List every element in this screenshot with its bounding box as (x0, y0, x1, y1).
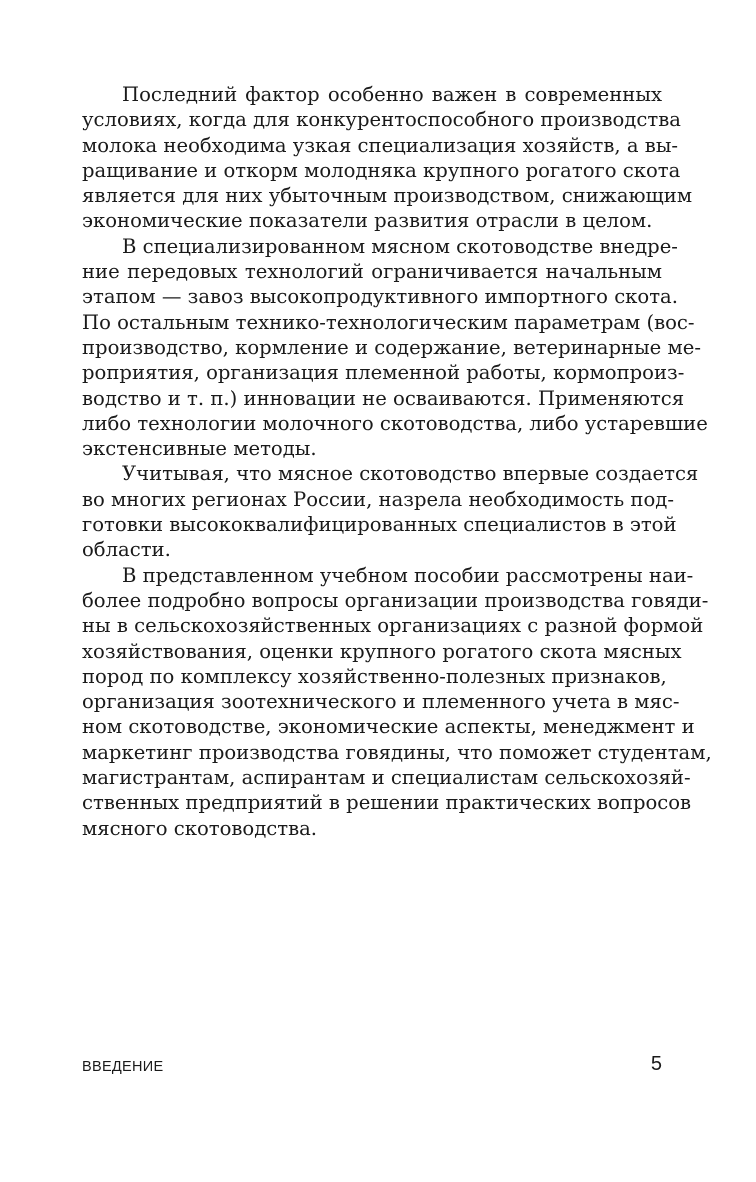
text-line: В специализированном мясном скотоводстве внедре- (122, 234, 678, 258)
page-body (82, 82, 712, 841)
text-line: маркетинг производства говядины, что поможет студентам, (82, 740, 712, 764)
text-line: является для них убыточным производством, снижающим (82, 184, 693, 208)
text-line: экономические показатели развития отрасли в целом. (82, 209, 653, 233)
text-line: производство, кормление и содержание, ветеринарные ме- (82, 335, 701, 359)
text-line: По остальным технико-технологическим параметрам (вос- (82, 310, 695, 334)
text-line: области. (82, 538, 171, 562)
text-line: ние передовых технологий ограничивается начальным (82, 260, 662, 284)
text-line: экстенсивные методы. (82, 437, 317, 461)
running-head: ВВЕДЕНИЕ (82, 1059, 164, 1075)
text-line: водство и т. п.) инновации не осваиваются. Применяются (82, 386, 685, 410)
text-line: Учитывая, что мясное скотоводство впервые создается (122, 462, 699, 486)
page-number: 5 (650, 1053, 662, 1075)
paragraph (82, 563, 712, 841)
text-line: мясного скотоводства. (82, 816, 318, 840)
text-line: либо технологии молочного скотоводства, либо устаревшие (82, 411, 708, 435)
text-line: хозяйствования, оценки крупного рогатого скота мясных (82, 639, 682, 663)
text-line: организация зоотехнического и племенного учета в мяс- (82, 690, 680, 714)
text-line: готовки высококвалифицированных специалистов в этой (82, 513, 677, 537)
text-line: во многих регионах России, назрела необходимость под- (82, 487, 674, 511)
text-line: молока необходима узкая специализация хозяйств, а вы- (82, 133, 679, 157)
page-footer (82, 1053, 662, 1083)
text-line: ращивание и откорм молодняка крупного рогатого скота (82, 158, 681, 182)
text-line: более подробно вопросы организации производства говяди- (82, 588, 709, 612)
text-line: пород по комплексу хозяйственно-полезных признаков, (82, 664, 667, 688)
text-line: роприятия, организация племенной работы, кормопроиз- (82, 361, 685, 385)
text-line: условиях, когда для конкурентоспособного производства (82, 108, 681, 132)
text-line: этапом — завоз высокопродуктивного импортного скота. (82, 285, 678, 309)
paragraph (82, 82, 693, 234)
text-line: магистрантам, аспирантам и специалистам сельскохозяй- (82, 766, 691, 790)
text-line: Последний фактор особенно важен в современных (122, 83, 662, 106)
text-line: ственных предприятий в решении практических вопросов (82, 791, 692, 815)
text-line: ны в сельскохозяйственных организациях с разной формой (82, 614, 704, 638)
text-line: В представленном учебном пособии рассмотрены наи- (122, 563, 694, 587)
paragraph (82, 461, 699, 562)
text-line: ном скотоводстве, экономические аспекты, менеджмент и (82, 715, 695, 739)
paragraph (82, 234, 708, 462)
